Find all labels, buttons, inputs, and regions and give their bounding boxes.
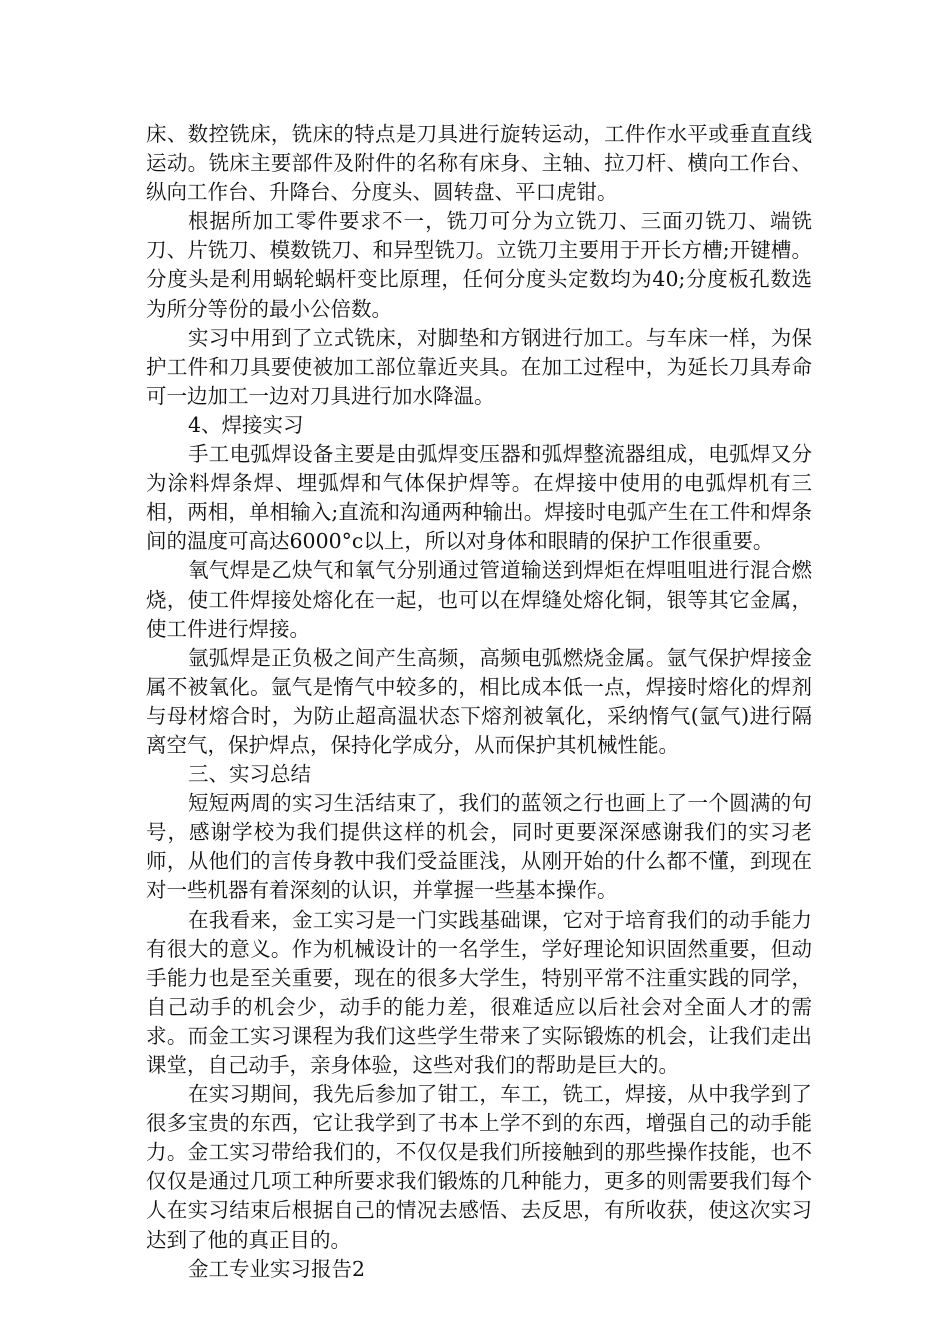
paragraph-argon-welding: 氩弧焊是正负极之间产生高频，高频电弧燃烧金属。氩气保护焊接金属不被氧化。氩气是惰气中较多的，相比成本低一点，焊接时熔化的焊剂与母材熔合时，为防止超高温状态下熔剂被氧化，采纳惰气(氩气)进行隔离空气，保护焊点，保持化学成分，从而保护其机械性能。 bbox=[146, 645, 812, 757]
section-heading-welding: 4、焊接实习 bbox=[188, 412, 304, 437]
paragraph-summary-3: 在实习期间，我先后参加了钳工，车工，铣工，焊接，从中我学到了很多宝贵的东西，它让我学到了书本上学不到的东西，增强自己的动手能力。金工实习带给我们的，不仅仅是我们所接触到的那些操作技能，也不仅仅是通过几项工种所要求我们锻炼的几种能力，更多的则需要我们每个人在实习结束后根据自己的情况去感悟、去反思，有所收获，使这次实习达到了他的真正目的。 bbox=[146, 1082, 812, 1252]
paragraph-milling-practice: 实习中用到了立式铣床，对脚垫和方钢进行加工。与车床一样，为保护工件和刀具要使被加工部位靠近夹具。在加工过程中，为延长刀具寿命可一边加工一边对刀具进行加水降温。 bbox=[146, 325, 812, 408]
section-heading-summary: 三、实习总结 bbox=[188, 762, 311, 787]
paragraph-oxygen-welding: 氧气焊是乙炔气和氧气分别通过管道输送到焊炬在焊咀咀进行混合燃烧，使工件焊接处熔化在一起，也可以在焊缝处熔化铜，银等其它金属，使工件进行焊接。 bbox=[146, 558, 812, 641]
paragraph-milling-intro: 床、数控铣床，铣床的特点是刀具进行旋转运动，工件作水平或垂直直线运动。铣床主要部件及附件的名称有床身、主轴、拉刀杆、横向工作台、纵向工作台、升降台、分度头、圆转盘、平口虎钳。 bbox=[146, 122, 812, 205]
paragraph-summary-2: 在我看来，金工实习是一门实践基础课，它对于培育我们的动手能力有很大的意义。作为机械设计的一名学生，学好理论知识固然重要，但动手能力也是至关重要，现在的很多大学生，特别平常不注重实践的同学，自己动手的机会少，动手的能力差，很难适应以后社会对全面人才的需求。而金工实习课程为我们这些学生带来了实际锻炼的机会，让我们走出课堂，自己动手，亲身体验，这些对我们的帮助是巨大的。 bbox=[146, 907, 812, 1077]
paragraph-arc-welding: 手工电弧焊设备主要是由弧焊变压器和弧焊整流器组成，电弧焊又分为涂料焊条焊、埋弧焊和气体保护焊等。在焊接中使用的电弧焊机有三相，两相，单相输入;直流和沟通两种输出。焊接时电弧产生在工件和焊条间的温度可高达6000°c以上，所以对身体和眼睛的保护工作很重要。 bbox=[146, 442, 812, 554]
document-body bbox=[146, 120, 812, 1284]
report-title-2: 金工专业实习报告2 bbox=[188, 1256, 366, 1281]
paragraph-summary-1: 短短两周的实习生活结束了，我们的蓝领之行也画上了一个圆满的句号，感谢学校为我们提供这样的机会，同时更要深深感谢我们的实习老师，从他们的言传身教中我们受益匪浅，从刚开始的什么都不懂，到现在对一些机器有着深刻的认识，并掌握一些基本操作。 bbox=[146, 791, 812, 903]
paragraph-milling-cutters: 根据所加工零件要求不一，铣刀可分为立铣刀、三面刃铣刀、端铣刀、片铣刀、模数铣刀、和异型铣刀。立铣刀主要用于开长方槽;开键槽。分度头是利用蜗轮蜗杆变比原理，任何分度头定数均为40;分度板孔数选为所分等份的最小公倍数。 bbox=[146, 209, 812, 321]
